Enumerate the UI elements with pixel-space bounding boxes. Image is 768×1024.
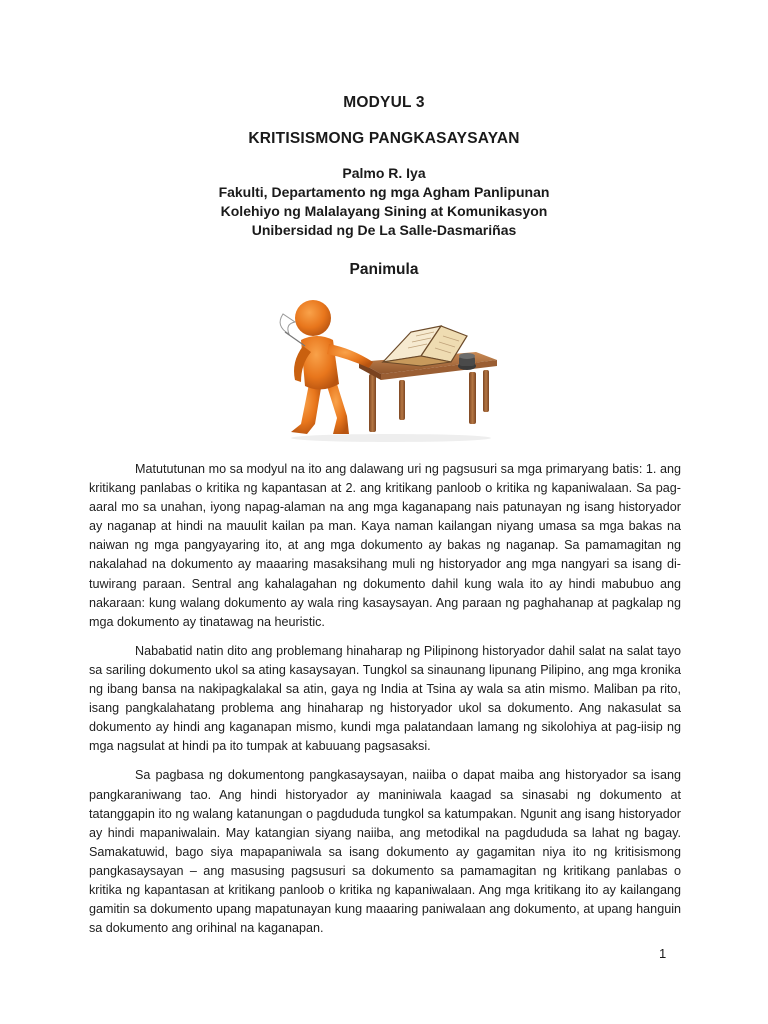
paragraph: Matututunan mo sa modyul na ito ang dalawang uri ng pagsusuri sa mga primaryang batis: 1. ang kritikang panlabas o kritika ng kapantasan at 2. ang kritikang panloob o kritika ng kapaniwalaan. Sa pag-aaral mo sa unahan, iyong napag-alaman na ang mga kaganapang nais patunayan ng isang historyador ay naganap at hindi na mauulit kailan pa man. Kaya naman kailangan niyang umasa sa mga bakas na naiwan ng mga pangyayaring ito, at ang mga dokumento ay bakas ng naganap. Sa pamamagitan ng nakalahad na dokumento ay maaaring masaksihang muli ng historyador ang mga nangyari sa isang di-tuwirang paraan. Sentral ang kahalagahan ng dokumento dahil kung wala ito ay hindi mabubuo ang nakaraan: kung walang dokumento ay wala ring kasaysayan. Ang paraan ng paghahanap at pagkalap ng mga dokumento ay tinatawag na heuristic.: [89, 462, 681, 629]
author-college: Kolehiyo ng Malalayang Sining at Komunikasyon: [220, 203, 548, 219]
author-name: Palmo R. Iya: [342, 165, 426, 181]
author-block: [0, 164, 768, 240]
page-number: 1: [659, 946, 667, 961]
body-text: [89, 460, 681, 948]
paragraph: Sa pagbasa ng dokumentong pangkasaysayan, naiiba o dapat maiba ang historyador sa isang pangkaraniwang tao. Ang hindi historyador ay maniniwala kaagad sa sinasabi ng dokumento at tatanggapin ito ng walang katanungan o pagdududa tungkol sa katumpakan. Ngunit ang isang historyador ay hindi mapaniwalain. May katangian siyang naiiba, ang metodikal na pagdududa sa lahat ng bagay. Samakatuwid, bago siya mapapaniwala sa isang dokumento ay gagamitan niya ito ng kritisismong pangkasaysayan – ang masusing pagsusuri sa dokumento sa pamamagitan ng kritikang panlabas o kritika ng kapantasan at kritikang panloob o kritika ng kapaniwalaan. Ang mga kritikang ito ay kailangang gamitin sa dokumento upang mapatunayan kung maaaring paniwalaan ang dokumento, at upang hanguin sa dokumento ang orihinal na kaganapan.: [89, 768, 681, 936]
section-heading: Panimula: [349, 261, 419, 278]
figure-writing-at-desk-icon: [271, 292, 499, 444]
author-university: Unibersidad ng De La Salle-Dasmariñas: [251, 222, 517, 238]
subject-title: KRITISISMONG PANGKASAYSAYAN: [248, 130, 520, 147]
author-faculty: Fakulti, Departamento ng mga Agham Panlipunan: [218, 184, 550, 200]
module-title: MODYUL 3: [343, 94, 425, 111]
paragraph: Nababatid natin dito ang problemang hinaharap ng Pilipinong historyador dahil salat na salat tayo sa sariling dokumento ukol sa ating kasaysayan. Tungkol sa sinaunang lipunang Pilipino, ang mga kronika ng ibang bansa na nakipagkalakal sa atin, gaya ng India at Tsina ay wala sa atin mismo. Maliban pa rito, isang pangkalahatang problema ang hinaharap ng historyador ukol sa dokumento. Ang nakasulat sa dokumento ay hindi ang kaganapan mismo, kundi mga palatandaan lamang ng sikolohiya at pag-iisip ng mga nagsulat at hindi pa ito tumpak at kabuuang pagsasaksi.: [89, 643, 681, 754]
